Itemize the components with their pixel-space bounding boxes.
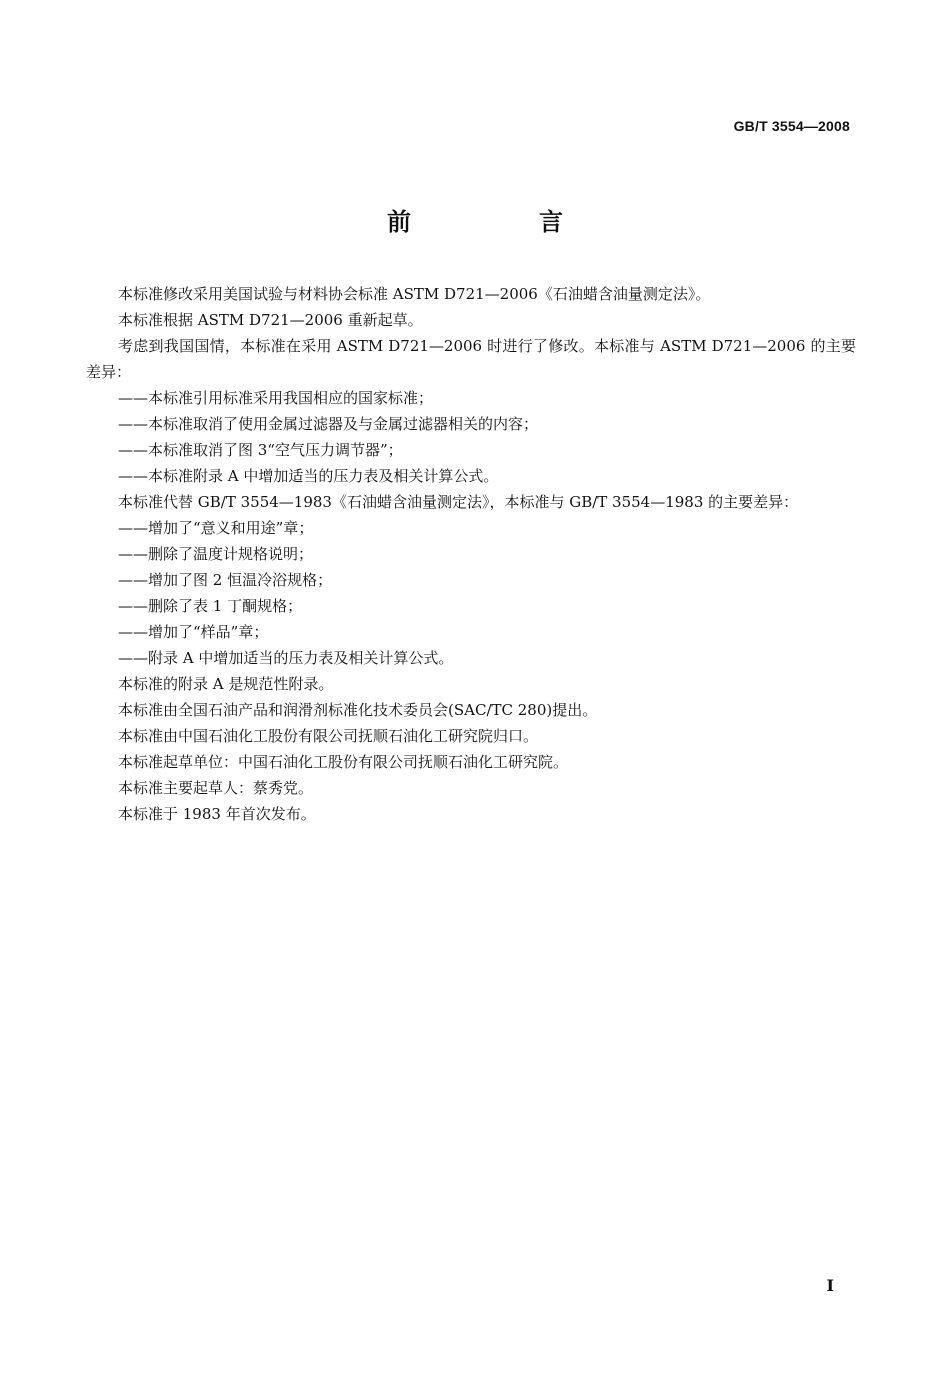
list-item: ——删除了温度计规格说明； xyxy=(118,545,314,563)
list-item: ——附录 A 中增加适当的压力表及相关计算公式。 xyxy=(118,649,454,667)
list-item: ——本标准附录 A 中增加适当的压力表及相关计算公式。 xyxy=(118,467,499,485)
paragraph-drafters: 本标准主要起草人：蔡秀党。 xyxy=(118,779,314,797)
paragraph-proposed-by: 本标准由全国石油产品和润滑剂标准化技术委员会(SAC/TC 280)提出。 xyxy=(118,701,598,719)
paragraph-annex: 本标准的附录 A 是规范性附录。 xyxy=(118,675,334,693)
paragraph-modifications: 考虑到我国国情，本标准在采用 ASTM D721—2006 时进行了修改。本标准与 ASTM D721—2006 的主要差异： xyxy=(86,337,856,381)
paragraph-first-issue: 本标准于 1983 年首次发布。 xyxy=(118,805,316,823)
paragraph-redrafting: 本标准根据 ASTM D721—2006 重新起草。 xyxy=(118,311,423,329)
page-title: 前 言 xyxy=(387,208,615,236)
page-number: I xyxy=(826,1276,834,1295)
paragraph-replacement: 本标准代替 GB/T 3554—1983《石油蜡含油量测定法》，本标准与 GB/T 3554—1983 的主要差异： xyxy=(118,493,799,511)
paragraph-drafting-unit: 本标准起草单位：中国石油化工股份有限公司抚顺石油化工研究院。 xyxy=(118,753,569,771)
foreword-body xyxy=(86,281,856,827)
list-item: ——增加了“意义和用途”章； xyxy=(118,519,314,537)
paragraph-adoption: 本标准修改采用美国试验与材料协会标准 ASTM D721—2006《石油蜡含油量测定法》。 xyxy=(118,285,711,303)
list-item: ——增加了图 2 恒温冷浴规格； xyxy=(118,571,333,589)
list-item: ——增加了“样品”章； xyxy=(118,623,269,641)
list-item: ——本标准取消了使用金属过滤器及与金属过滤器相关的内容； xyxy=(118,415,539,433)
standard-code: GB/T 3554—2008 xyxy=(733,118,850,134)
list-item: ——本标准引用标准采用我国相应的国家标准； xyxy=(118,389,434,407)
list-item: ——删除了表 1 丁酮规格； xyxy=(118,597,303,615)
paragraph-responsible-unit: 本标准由中国石油化工股份有限公司抚顺石油化工研究院归口。 xyxy=(118,727,539,745)
list-item: ——本标准取消了图 3“空气压力调节器”； xyxy=(118,441,403,459)
